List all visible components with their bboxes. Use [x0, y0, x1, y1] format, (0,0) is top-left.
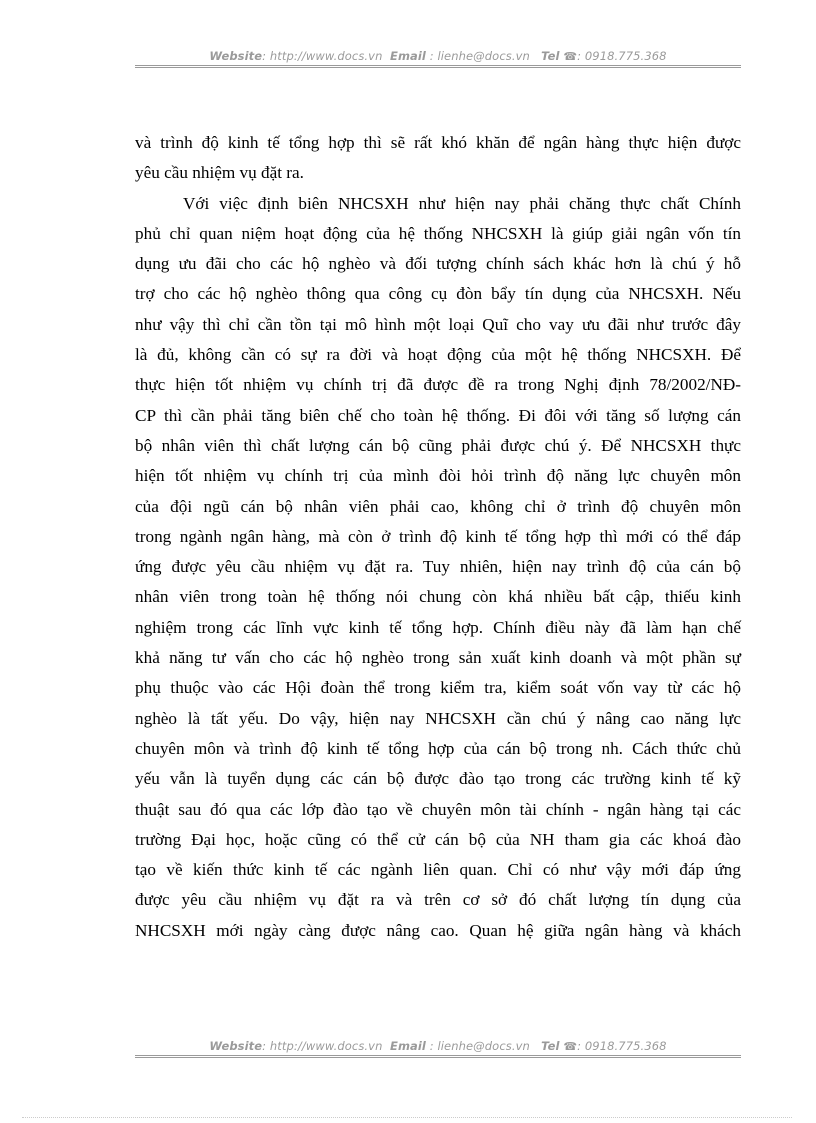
telephone-icon: ☎ — [563, 50, 578, 63]
text-line: phủ chỉ quan niệm hoạt động của hệ thống NHCSXH là giúp giải ngân vốn tín — [135, 223, 741, 243]
text-line: bộ nhân viên thì chất lượng cán bộ cũng phải được chú ý. Để NHCSXH thực — [135, 435, 741, 455]
text-line: Với việc định biên NHCSXH như hiện nay phải chăng thực chất Chính — [183, 193, 741, 213]
footer-email-label: Email — [389, 1039, 426, 1053]
footer-email-value[interactable]: : lienhe@docs.vn — [429, 1039, 530, 1053]
text-line: thuật sau đó qua các lớp đào tạo về chuyên môn tài chính - ngân hàng tại các — [135, 799, 741, 819]
header-email-value[interactable]: : lienhe@docs.vn — [429, 49, 530, 63]
telephone-icon: ☎ — [563, 1040, 578, 1053]
text-line: tạo về kiến thức kinh tế các ngành liên quan. Chỉ có như vậy mới đáp ứng — [135, 860, 741, 880]
text-line: trợ cho các hộ nghèo thông qua công cụ đòn bẩy tín dụng của NHCSXH. Nếu — [135, 284, 741, 304]
footer-website-label: Website — [209, 1039, 263, 1053]
text-line: yêu cầu nhiệm vụ đặt ra. — [135, 163, 304, 183]
text-line: NHCSXH mới ngày càng được nâng cao. Quan hệ giữa ngân hàng và khách — [135, 920, 741, 940]
text-line: như vậy thì chỉ cần tồn tại mô hình một loại Quĩ cho vay ưu đãi như trước đây — [135, 314, 741, 334]
header-tel-label: Tel — [541, 49, 560, 63]
text-line: trường Đại học, hoặc cũng có thể cử cán bộ của NH tham gia các khoá đào — [135, 829, 741, 849]
page-header — [135, 49, 741, 63]
text-line: được yêu cầu nhiệm vụ đặt ra và trên cơ sở đó chất lượng tín dụng của — [135, 890, 741, 910]
footer-website-value[interactable]: : http://www.docs.vn — [262, 1039, 383, 1053]
text-line: nghèo là tất yếu. Do vậy, hiện nay NHCSXH cần chú ý nâng cao năng lực — [135, 708, 741, 728]
paragraph — [135, 189, 741, 946]
header-tel-value: : 0918.775.368 — [577, 49, 667, 63]
footer-tel-label: Tel — [541, 1039, 560, 1053]
header-website-label: Website — [209, 49, 263, 63]
text-line: dụng ưu đãi cho các hộ nghèo và đối tượng chính sách khác hơn là chú ý hỗ — [135, 254, 741, 274]
text-line: yếu vẫn là tuyển dụng các cán bộ được đào tạo trong các trường kinh tế kỹ — [135, 769, 741, 789]
header-website-value[interactable]: : http://www.docs.vn — [262, 49, 383, 63]
page-bottom-border — [22, 1117, 792, 1118]
document-body — [135, 128, 741, 946]
paragraph — [135, 128, 741, 189]
text-line: khả năng tư vấn cho các hộ nghèo trong sản xuất kinh doanh và một phần sự — [135, 648, 741, 668]
text-line: chuyên môn và trình độ kinh tế tổng hợp của cán bộ trong nh. Cách thức chủ — [135, 738, 741, 758]
text-line: thực hiện tốt nhiệm vụ chính trị đã được đề ra trong Nghị định 78/2002/NĐ- — [135, 375, 741, 395]
text-line: nghiệm trong các lĩnh vực kinh tế tổng hợp. Chính điều này đã làm hạn chế — [135, 617, 741, 637]
text-line: trong ngành ngân hàng, mà còn ở trình độ kinh tế tổng hợp thì mới có thể đáp — [135, 526, 741, 546]
text-line: phụ thuộc vào các Hội đoàn thể trong kiểm tra, kiểm soát vốn vay từ các hộ — [135, 678, 741, 698]
text-line: hiện tốt nhiệm vụ chính trị của mình đòi hỏi trình độ năng lực chuyên môn — [135, 466, 741, 486]
header-divider — [135, 65, 741, 68]
footer-tel-value: : 0918.775.368 — [577, 1039, 667, 1053]
text-line: là đủ, không cần có sự ra đời và hoạt động của một hệ thống NHCSXH. Để — [135, 345, 741, 365]
text-line: nhân viên trong toàn hệ thống nói chung còn khá nhiều bất cập, thiếu kinh — [135, 587, 741, 607]
page-footer — [135, 1039, 741, 1053]
header-email-label: Email — [389, 49, 426, 63]
footer-divider — [135, 1055, 741, 1058]
text-line: CP thì cần phải tăng biên chế cho toàn hệ thống. Đi đôi với tăng số lượng cán — [135, 405, 741, 425]
text-line: ứng được yêu cầu nhiệm vụ đặt ra. Tuy nhiên, hiện nay trình độ của cán bộ — [135, 557, 741, 577]
text-line: và trình độ kinh tế tổng hợp thì sẽ rất khó khăn để ngân hàng thực hiện được — [135, 133, 741, 152]
text-line: của đội ngũ cán bộ nhân viên phải cao, không chỉ ở trình độ chuyên môn — [135, 496, 741, 516]
